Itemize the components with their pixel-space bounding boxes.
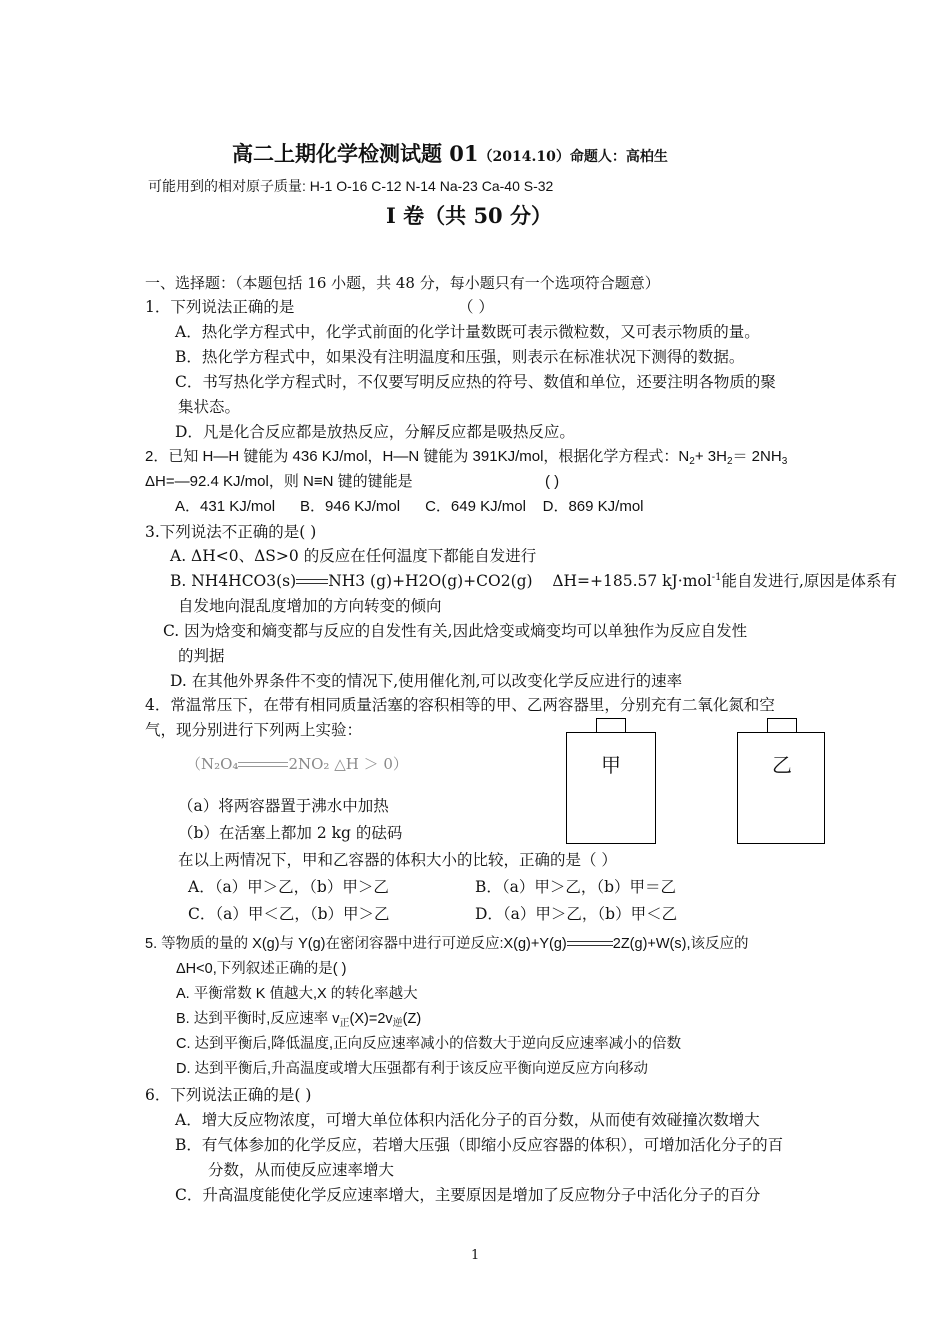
q1-option-a: A．热化学方程式中，化学式前面的化学计量数既可表示微粒数，又可表示物质的量。	[175, 323, 760, 341]
q3-option-a: A. ΔH<0、ΔS>0 的反应在任何温度下都能自发进行	[170, 547, 537, 565]
q1-option-c: C．书写热化学方程式时，不仅要写明反应热的符号、数值和单位，还要注明各物质的聚	[175, 373, 776, 391]
q4-experiment-a: （a）将两容器置于沸水中加热	[178, 797, 389, 815]
atomic-masses: 可能用到的相对原子质量: H-1 O-16 C-12 N-14 Na-23 Ca-40 S-32	[148, 178, 554, 194]
q3-option-d: D. 在其他外界条件不变的情况下,使用催化剂,可以改变化学反应进行的速率	[170, 672, 683, 690]
q1-answer-paren: （ ）	[458, 298, 494, 316]
q5-option-c: C. 达到平衡后,降低温度,正向反应速率减小的倍数大于逆向反应速率减小的倍数	[176, 1036, 682, 1052]
q3-option-b: B. NH4HCO3(s) NH3 (g)+H2O(g)+CO2(g) ΔH=+185.57 kJ·mol$^{-1}$能自发进行,原因是体系有	[170, 572, 897, 590]
equilibrium-arrow-icon	[567, 939, 613, 949]
q5-option-b: B. 达到平衡时,反应速率 $v_正(X)=2v_逆(Z)$	[176, 1011, 422, 1029]
q6-stem: 6．下列说法正确的是( )	[145, 1086, 312, 1104]
q4-option-c: C．（a）甲＜乙，（b）甲＞乙	[188, 905, 390, 923]
piston-yi	[767, 718, 797, 733]
title-meta: （2014.10）命题人：高柏生	[478, 149, 668, 165]
part-intro: 一、选择题：（本题包括 16 小题，共 48 分，每小题只有一个选项符合题意）	[145, 274, 660, 292]
q1-stem: 1．下列说法正确的是	[145, 298, 295, 316]
q2-options: A．431 KJ/mol B．946 KJ/mol C．649 KJ/mol D．869 KJ/mol	[175, 498, 644, 515]
title-main: 高二上期化学检测试题 01	[232, 141, 479, 166]
q2-stem: 2．已知 H—H 键能为 436 KJ/mol，H—N 键能为 391KJ/mol，根据化学方程式：$N_2+ 3H_2= 2NH_3$	[145, 448, 788, 467]
q6-option-b: B．有气体参加的化学反应，若增大压强（即缩小反应容器的体积），可增加活化分子的百	[175, 1136, 784, 1154]
q6-option-a: A．增大反应物浓度，可增大单位体积内活化分子的百分数，从而使有效碰撞次数增大	[175, 1111, 760, 1129]
piston-jia	[596, 718, 626, 733]
container-yi-label: 乙	[772, 753, 792, 777]
q3-option-c: C. 因为焓变和熵变都与反应的自发性有关,因此焓变或熵变均可以单独作为反应自发性	[163, 622, 748, 640]
q4-option-b: B．（a）甲＞乙，（b）甲＝乙	[475, 878, 677, 896]
section-heading: Ⅰ 卷（共 50 分）	[386, 203, 552, 228]
page-title	[232, 138, 668, 168]
q1-option-c-cont: 集状态。	[178, 398, 241, 416]
q3-option-b-cont: 自发地向混乱度增加的方向转变的倾向	[178, 597, 442, 615]
q6-option-b-cont: 分数，从而使反应速率增大	[208, 1161, 395, 1179]
q1-option-b: B．热化学方程式中，如果没有注明温度和压强，则表示在标准状况下测得的数据。	[175, 348, 745, 366]
page-number: 1	[471, 1248, 480, 1263]
container-jia-label: 甲	[601, 753, 621, 777]
q4-stem-cont: 气，现分别进行下列两上实验：	[145, 721, 363, 739]
q6-option-c: C．升高温度能使化学反应速率增大，主要原因是增加了反应物分子中活化分子的百分	[175, 1186, 761, 1204]
q2-stem-cont: ΔH=—92.4 KJ/mol，则 N≡N 键的键能是	[145, 473, 413, 490]
q4-option-a: A．（a）甲＞乙，（b）甲＞乙	[188, 878, 389, 896]
q3-option-c-cont: 的判据	[178, 647, 225, 665]
q4-stem: 4．常温常压下，在带有相同质量活塞的容积相等的甲、乙两容器里，分别充有二氧化氮和空	[145, 696, 775, 714]
q4-compare: 在以上两情况下，甲和乙容器的体积大小的比较，正确的是（ ）	[178, 851, 617, 869]
q1-option-d: D．凡是化合反应都是放热反应，分解反应都是吸热反应。	[175, 423, 575, 441]
q3-stem: 3.下列说法不正确的是( )	[145, 523, 317, 541]
q4-experiment-b: （b）在活塞上都加 2 kg 的砝码	[178, 824, 403, 842]
q4-option-d: D．（a）甲＞乙，（b）甲＜乙	[475, 905, 678, 923]
q5-option-a: A. 平衡常数 K 值越大,X 的转化率越大	[176, 986, 418, 1002]
q4-equation: （N₂O₄ 2NO₂ △H ＞ 0）	[186, 755, 408, 773]
equilibrium-arrow-icon	[238, 760, 288, 770]
reaction-equals-icon	[296, 578, 328, 586]
q5-option-d: D. 达到平衡后,升高温度或增大压强都有利于该反应平衡向逆反应方向移动	[176, 1061, 649, 1077]
q5-stem-cont: ΔH<0,下列叙述正确的是( )	[176, 961, 347, 977]
q2-answer-paren: ( )	[545, 473, 560, 490]
q5-stem: 5. 等物质的量的 X(g)与 Y(g)在密闭容器中进行可逆反应:X(g)+Y(g) 2Z(g)+W(s),该反应的	[145, 936, 749, 952]
